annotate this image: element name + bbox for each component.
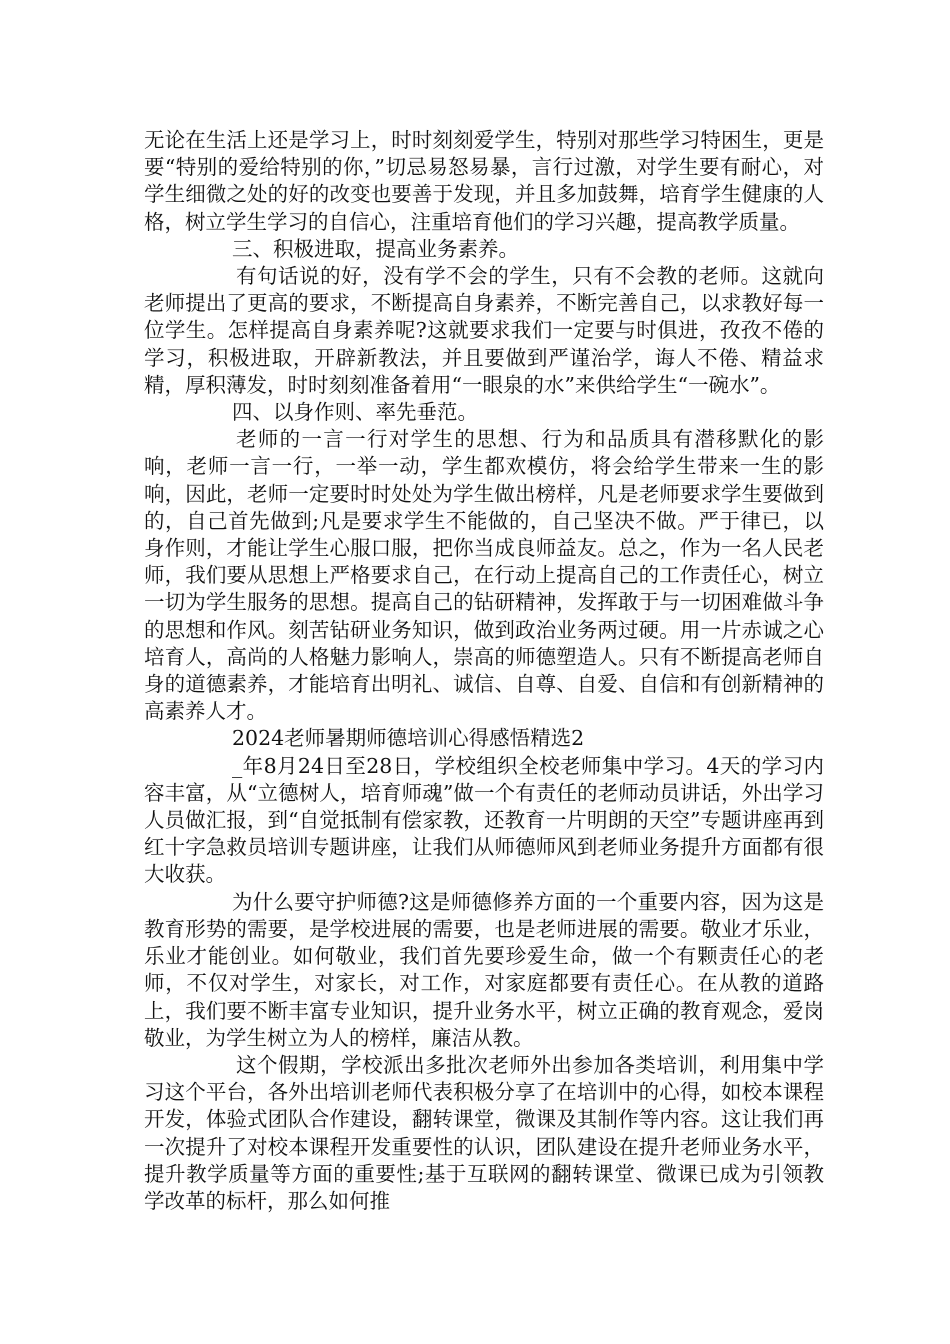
- document-body: [144, 127, 824, 1215]
- paragraph: 为什么要守护师德?这是师德修养方面的一个重要内容，因为这是教育形势的需要，是学校进展的需要，也是老师进展的需要。敬业才乐业，乐业才能创业。如何敬业，我们首先要珍爱生命，做一个有颗责任心的老师，不仅对学生，对家长，对工作，对家庭都要有责任心。在从教的道路上，我们要不断丰富专业知识，提升业务水平，树立正确的教育观念，爱岗敬业，为学生树立为人的榜样，廉洁从教。: [144, 889, 824, 1050]
- section-heading: 三、积极进取，提高业务素养。: [232, 236, 519, 261]
- article-title: 2024老师暑期师德培训心得感悟精选2: [232, 726, 585, 751]
- section-heading: 四、以身作则、率先垂范。: [232, 400, 478, 425]
- paragraph: 老师的一言一行对学生的思想、行为和品质具有潜移默化的影响，老师一言一行，一举一动，学生都欢模仿，将会给学生带来一生的影响，因此，老师一定要时时处处为学生做出榜样，凡是老师要求学生要做到的，自己首先做到;凡是要求学生不能做的，自己坚决不做。严于律已，以身作则，才能让学生心服口服，把你当成良师益友。总之，作为一名人民老师，我们要从思想上严格要求自己，在行动上提高自己的工作责任心，树立一切为学生服务的思想。提高自己的钻研精神，发挥敢于与一切困难做斗争的思想和作风。刻苦钻研业务知识，做到政治业务两过硬。用一片赤诚之心培育人，高尚的人格魅力影响人，崇高的师德塑造人。只有不断提高老师自身的道德素养，才能培育出明礼、诚信、自尊、自爱、自信和有创新精神的高素养人才。: [144, 427, 824, 724]
- paragraph: 有句话说的好，没有学不会的学生，只有不会教的老师。这就向老师提出了更高的要求，不断提高自身素养，不断完善自己，以求教好每一位学生。怎样提高自身素养呢?这就要求我们一定要与时俱进，孜孜不倦的学习，积极进取，开辟新教法，并且要做到严谨治学，诲人不倦、精益求精，厚积薄发，时时刻刻准备着用“一眼泉的水”来供给学生“一碗水”。: [144, 264, 824, 397]
- paragraph: 无论在生活上还是学习上，时时刻刻爱学生，特别对那些学习特困生，更是要“特别的爱给特别的你，”切忌易怒易暴，言行过激，对学生要有耐心，对学生细微之处的好的改变也要善于发现，并且多加鼓舞，培育学生健康的人格，树立学生学习的自信心，注重培育他们的学习兴趣，提高教学质量。: [144, 128, 824, 234]
- paragraph: _年8月24日至28日，学校组织全校老师集中学习。4天的学习内容丰富，从“立德树人，培育师魂”做一个有责任的老师动员讲话，外出学习人员做汇报，到“自觉抵制有偿家教，还教育一片明朗的天空”专题讲座再到红十字急救员培训专题讲座，让我们从师德师风到老师业务提升方面都有很大收获。: [144, 753, 824, 887]
- paragraph: 这个假期，学校派出多批次老师外出参加各类培训，利用集中学习这个平台，各外出培训老师代表积极分享了在培训中的心得，如校本课程开发，体验式团队合作建设，翻转课堂，微课及其制作等内容。这让我们再一次提升了对校本课程开发重要性的认识，团队建设在提升老师业务水平，提升教学质量等方面的重要性;基于互联网的翻转课堂、微课已成为引领教学改革的标杆，那么如何推: [144, 1052, 824, 1213]
